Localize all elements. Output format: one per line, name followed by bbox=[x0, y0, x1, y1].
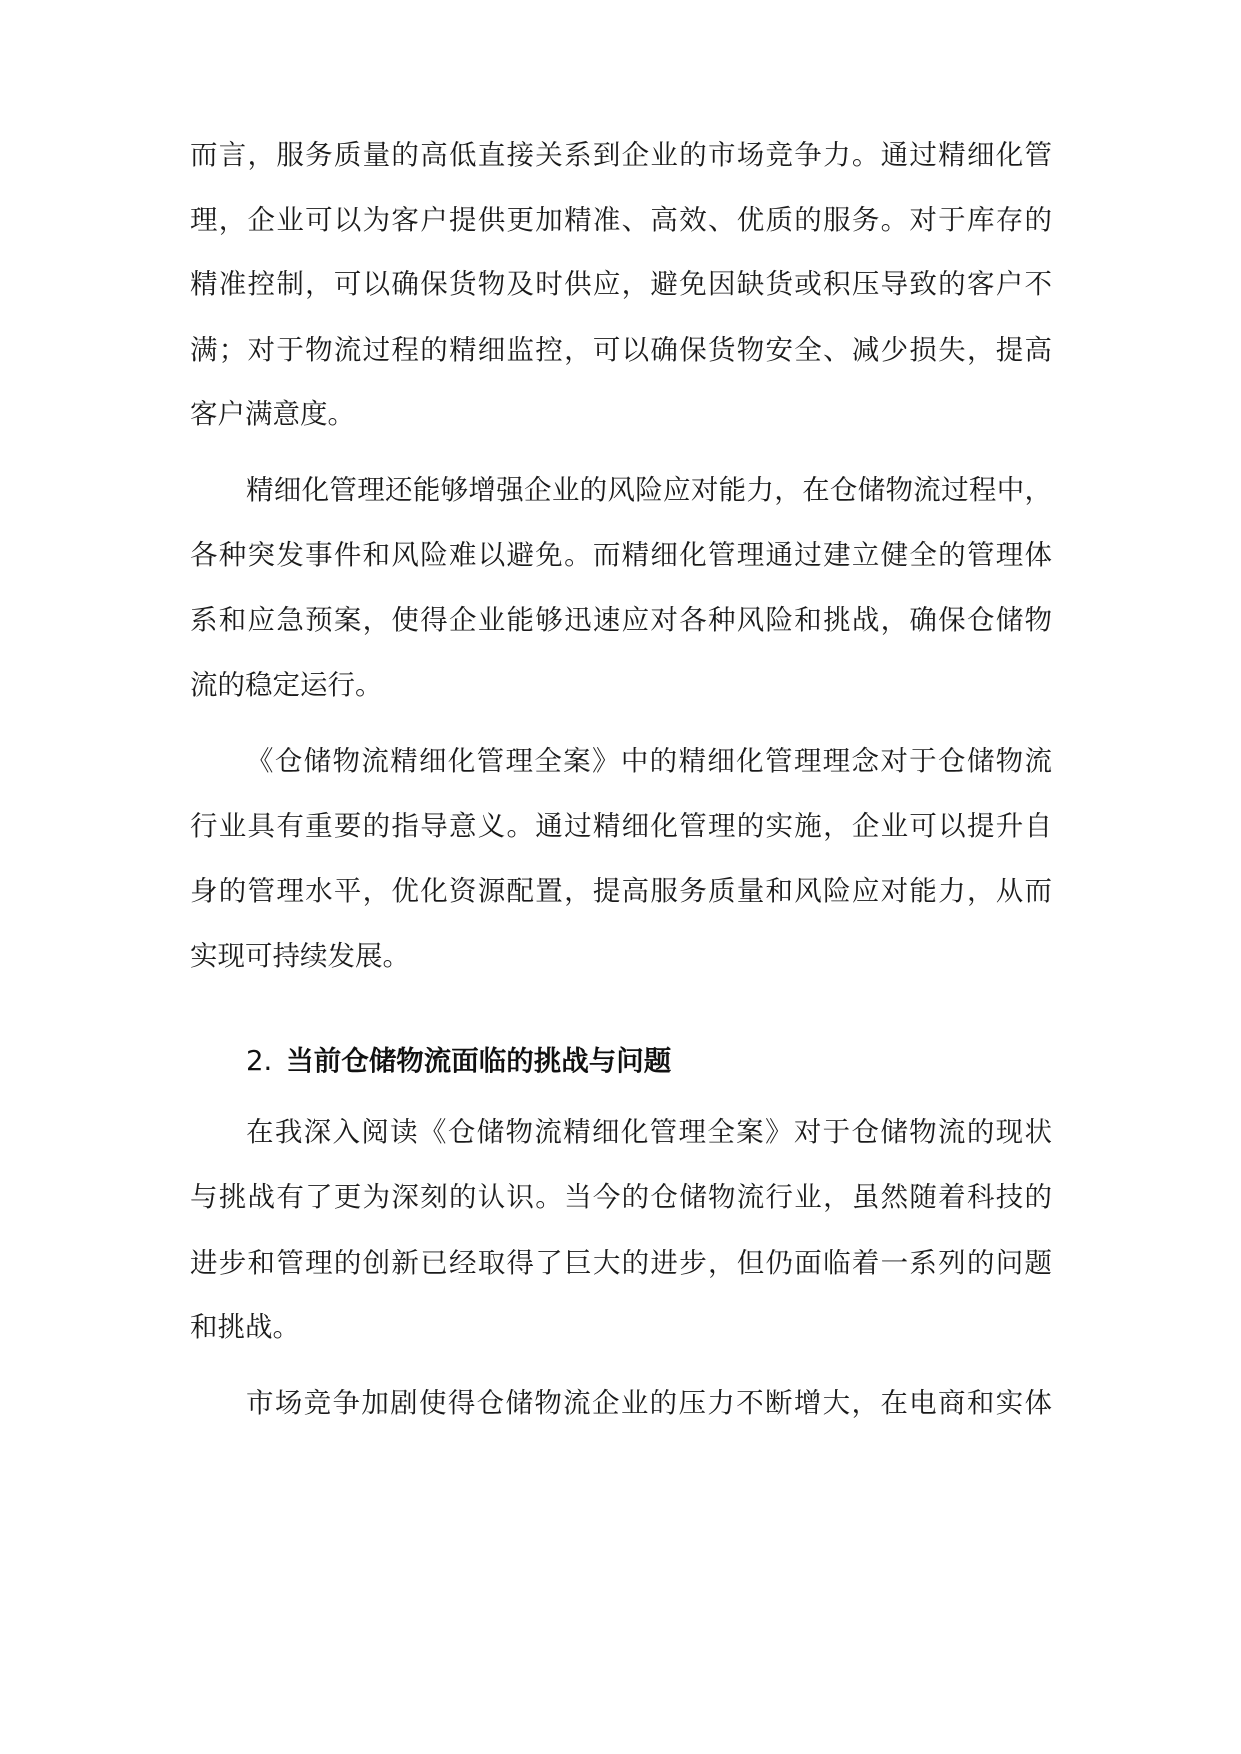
section-title: 当前仓储物流面临的挑战与问题 bbox=[286, 1045, 672, 1077]
paragraph-line: 行业具有重要的指导意义。通过精细化管理的实施，企业可以提升自 bbox=[190, 810, 1052, 842]
paragraph-line: 实现可持续发展。 bbox=[190, 940, 410, 972]
paragraph-line: 精准控制，可以确保货物及时供应，避免因缺货或积压导致的客户不 bbox=[190, 268, 1052, 300]
section-number: 2. bbox=[246, 1045, 273, 1077]
paragraph-line: 流的稳定运行。 bbox=[190, 669, 383, 701]
section-heading bbox=[246, 1041, 671, 1081]
paragraph-line: 满；对于物流过程的精细监控，可以确保货物安全、减少损失，提高 bbox=[190, 334, 1052, 366]
paragraph-line: 客户满意度。 bbox=[190, 398, 355, 430]
paragraph-line: 进步和管理的创新已经取得了巨大的进步，但仍面临着一系列的问题 bbox=[190, 1247, 1052, 1279]
paragraph-line: 系和应急预案，使得企业能够迅速应对各种风险和挑战，确保仓储物 bbox=[190, 604, 1052, 636]
paragraph-line: 精细化管理还能够增强企业的风险应对能力，在仓储物流过程中， bbox=[246, 474, 1052, 506]
paragraph-line: 理，企业可以为客户提供更加精准、高效、优质的服务。对于库存的 bbox=[190, 204, 1052, 236]
paragraph-line: 《仓储物流精细化管理全案》中的精细化管理理念对于仓储物流 bbox=[246, 745, 1052, 777]
paragraph-line: 市场竞争加剧使得仓储物流企业的压力不断增大，在电商和实体 bbox=[246, 1387, 1052, 1419]
paragraph-line: 身的管理水平，优化资源配置，提高服务质量和风险应对能力，从而 bbox=[190, 875, 1052, 907]
paragraph-line: 各种突发事件和风险难以避免。而精细化管理通过建立健全的管理体 bbox=[190, 539, 1052, 571]
paragraph-line: 和挑战。 bbox=[190, 1311, 300, 1343]
paragraph-line: 在我深入阅读《仓储物流精细化管理全案》对于仓储物流的现状 bbox=[246, 1116, 1052, 1148]
paragraph-line: 与挑战有了更为深刻的认识。当今的仓储物流行业，虽然随着科技的 bbox=[190, 1181, 1052, 1213]
paragraph-line: 而言，服务质量的高低直接关系到企业的市场竞争力。通过精细化管 bbox=[190, 139, 1052, 171]
